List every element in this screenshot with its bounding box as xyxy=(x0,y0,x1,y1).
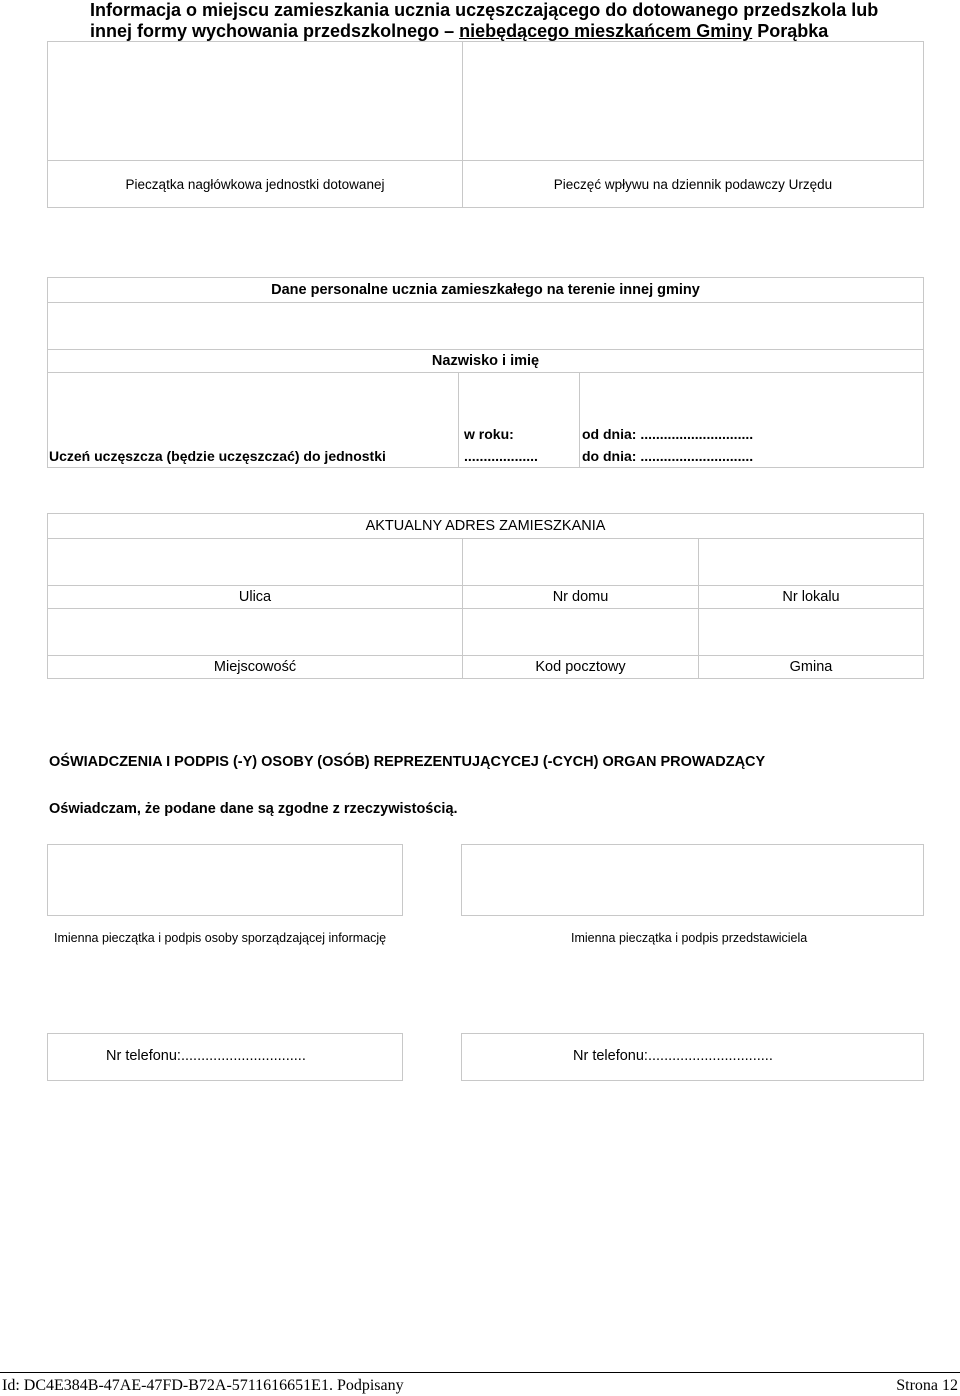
right-phone-label: Nr telefonu:............................... xyxy=(573,1048,773,1064)
right-signature-box[interactable] xyxy=(461,844,924,916)
declaration-statement: Oświadczam, że podane dane są zgodne z rzeczywistością. xyxy=(49,801,458,817)
student-name-label: Nazwisko i imię xyxy=(47,349,924,373)
commune-label: Gmina xyxy=(698,655,924,679)
title-line-1: Informacja o miejscu zamieszkania ucznia uczęszczającego do dotowanego przedszkola lub xyxy=(90,0,879,20)
city-label: Miejscowość xyxy=(47,655,463,679)
address-heading: AKTUALNY ADRES ZAMIESZKANIA xyxy=(47,513,924,539)
postal-code-field[interactable] xyxy=(462,608,699,656)
header-stamp-box[interactable] xyxy=(47,41,463,161)
flat-number-field[interactable] xyxy=(698,538,924,586)
postal-code-label: Kod pocztowy xyxy=(462,655,699,679)
title-line-2: innej formy wychowania przedszkolnego – niebędącego mieszkańcem Gminy Porąbka xyxy=(90,21,829,41)
title-underlined-text: niebędącego mieszkańcem Gminy xyxy=(459,21,753,41)
student-name-field[interactable] xyxy=(47,302,924,350)
year-label: w roku: xyxy=(464,426,514,442)
intake-stamp-caption: Pieczęć wpływu na dziennik podawczy Urzędu xyxy=(462,160,924,208)
right-signature-caption: Imienna pieczątka i podpis przedstawiciela xyxy=(571,931,808,945)
footer-page-number: Strona 12 xyxy=(896,1377,958,1394)
document-title xyxy=(90,0,890,42)
house-number-label: Nr domu xyxy=(462,585,699,609)
to-date-label: do dnia: ............................. xyxy=(582,448,754,464)
intake-stamp-box[interactable] xyxy=(462,41,924,161)
city-field[interactable] xyxy=(47,608,463,656)
footer-document-id: Id: DC4E384B-47AE-47FD-B72A-5711616651E1. Podpisany xyxy=(2,1377,404,1394)
year-value: ................... xyxy=(464,448,538,464)
header-stamp-caption: Pieczątka nagłówkowa jednostki dotowanej xyxy=(47,160,463,208)
attends-unit-label: Uczeń uczęszcza (będzie uczęszczać) do jednostki xyxy=(49,448,386,464)
personal-data-heading: Dane personalne ucznia zamieszkałego na terenie innej gminy xyxy=(47,277,924,303)
house-number-field[interactable] xyxy=(462,538,699,586)
left-phone-label: Nr telefonu:............................... xyxy=(106,1048,306,1064)
from-date-label: od dnia: ............................. xyxy=(582,426,754,442)
declaration-heading: OŚWIADCZENIA I PODPIS (-Y) OSOBY (OSÓB) REPREZENTUJĄCYCEJ (-CYCH) ORGAN PROWADZĄCY xyxy=(49,754,766,770)
left-signature-caption: Imienna pieczątka i podpis osoby sporządzającej informację xyxy=(54,931,387,945)
street-label: Ulica xyxy=(47,585,463,609)
commune-field[interactable] xyxy=(698,608,924,656)
flat-number-label: Nr lokalu xyxy=(698,585,924,609)
street-field[interactable] xyxy=(47,538,463,586)
footer-rule xyxy=(0,1372,960,1373)
left-signature-box[interactable] xyxy=(47,844,403,916)
